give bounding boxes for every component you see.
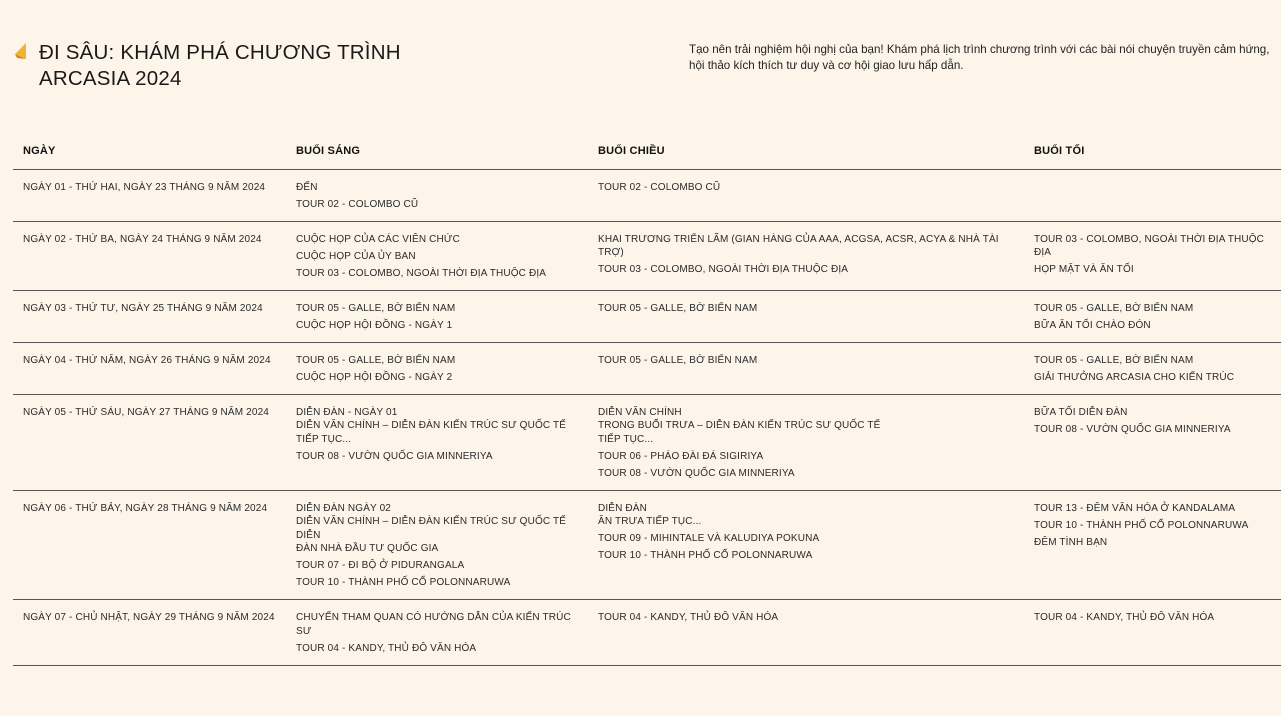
day-label: NGÀY 06 - THỨ BẢY, NGÀY 28 THÁNG 9 NĂM 2024: [23, 502, 268, 514]
schedule-entry: CUỘC HỌP HỘI ĐỒNG - NGÀY 1: [296, 319, 453, 331]
day-label: NGÀY 02 - THỨ BA, NGÀY 24 THÁNG 9 NĂM 2024: [23, 233, 262, 245]
schedule-entry: CUỘC HỌP CỦA ỦY BAN: [296, 250, 416, 262]
schedule-entry: TOUR 05 - GALLE, BỜ BIỂN NAM: [598, 302, 758, 314]
schedule-entry: TOUR 04 - KANDY, THỦ ĐÔ VĂN HÓA: [296, 642, 477, 654]
schedule-entry: TOUR 08 - VƯỜN QUỐC GIA MINNERIYA: [1034, 423, 1231, 435]
day-label: NGÀY 01 - THỨ HAI, NGÀY 23 THÁNG 9 NĂM 2024: [23, 181, 266, 193]
schedule-body: [13, 169, 1281, 665]
evening-cell: [1024, 600, 1281, 666]
schedule-entry: TOUR 03 - COLOMBO, NGOÀI THỜI ĐỊA THUỘC ĐỊA: [296, 267, 547, 279]
schedule-entry: TOUR 10 - THÀNH PHỐ CỔ POLONNARUWA: [1034, 519, 1249, 531]
schedule-entry: TOUR 05 - GALLE, BỜ BIỂN NAM: [1034, 354, 1194, 366]
schedule-entry: CUỘC HỌP HỘI ĐỒNG - NGÀY 2: [296, 371, 453, 383]
evening-cell: [1024, 169, 1281, 221]
schedule-entry: BỮA ĂN TỐI CHÀO ĐÓN: [1034, 319, 1151, 331]
day-label: NGÀY 04 - THỨ NĂM, NGÀY 26 THÁNG 9 NĂM 2024: [23, 354, 271, 366]
day-label: NGÀY 03 - THỨ TƯ, NGÀY 25 THÁNG 9 NĂM 2024: [23, 302, 263, 314]
schedule-entry: TOUR 07 - ĐI BỘ Ở PIDURANGALA: [296, 560, 465, 571]
evening-cell: [1024, 290, 1281, 342]
afternoon-cell: [588, 221, 1024, 290]
morning-cell: [286, 394, 588, 490]
schedule-entry: GIẢI THƯỞNG ARCASIA CHO KIẾN TRÚC: [1034, 371, 1235, 383]
afternoon-cell: [588, 342, 1024, 394]
schedule-entry: TOUR 05 - GALLE, BỜ BIỂN NAM: [296, 354, 456, 366]
day-cell: [13, 169, 286, 221]
evening-cell: [1024, 394, 1281, 490]
table-row: [13, 394, 1281, 490]
schedule-entry: DIỄN ĐÀN - NGÀY 01 DIỄN VĂN CHÍNH – DIỄN ĐÀN KIẾN TRÚC SƯ QUỐC TẾ TIẾP TỤC...: [296, 406, 567, 445]
morning-cell: [286, 221, 588, 290]
table-row: [13, 342, 1281, 394]
schedule-entry: TOUR 05 - GALLE, BỜ BIỂN NAM: [296, 302, 456, 314]
day-cell: [13, 490, 286, 600]
table-row: [13, 600, 1281, 666]
day-label: NGÀY 07 - CHỦ NHẬT, NGÀY 29 THÁNG 9 NĂM 2024: [23, 612, 275, 623]
column-header-day: NGÀY: [13, 138, 286, 169]
table-row: [13, 221, 1281, 290]
column-header-morning: BUỔI SÁNG: [286, 138, 588, 169]
schedule-entry: TOUR 10 - THÀNH PHỐ CỔ POLONNARUWA: [598, 550, 813, 561]
schedule-entry: ĐẾN: [296, 181, 318, 193]
table-row: [13, 490, 1281, 600]
afternoon-cell: [588, 290, 1024, 342]
table-row: [13, 169, 1281, 221]
intro-text: Tạo nên trải nghiệm hội nghị của bạn! Khám phá lịch trình chương trình với các bài nói chuyện truyền cảm hứng, hội thảo kích thích tư duy và cơ hội giao lưu hấp dẫn.: [689, 43, 1270, 72]
schedule-entry: TOUR 03 - COLOMBO, NGOÀI THỜI ĐỊA THUỘC ĐỊA: [1034, 233, 1265, 258]
schedule-entry: DIỄN ĐÀN NGÀY 02 DIỄN VĂN CHÍNH – DIỄN ĐÀN KIẾN TRÚC SƯ QUỐC TẾ DIỄN ĐÀN NHÀ ĐẦU TƯ QUỐC GIA: [296, 502, 567, 554]
afternoon-cell: [588, 394, 1024, 490]
schedule-entry: CHUYẾN THAM QUAN CÓ HƯỚNG DẪN CỦA KIẾN TRÚC SƯ: [296, 612, 571, 637]
day-cell: [13, 290, 286, 342]
table-header-row: [13, 138, 1281, 169]
schedule-entry: CUỘC HỌP CỦA CÁC VIÊN CHỨC: [296, 233, 460, 245]
triangle-marker-icon: [14, 43, 28, 61]
morning-cell: [286, 290, 588, 342]
schedule-entry: TOUR 08 - VƯỜN QUỐC GIA MINNERIYA: [598, 467, 795, 479]
page-header: [14, 40, 1274, 100]
schedule-entry: ĐÊM TÌNH BẠN: [1034, 536, 1108, 548]
page-title-line1: ĐI SÂU: KHÁM PHÁ CHƯƠNG TRÌNH: [39, 41, 401, 64]
schedule-entry: TOUR 04 - KANDY, THỦ ĐÔ VĂN HÓA: [1034, 612, 1215, 623]
afternoon-cell: [588, 490, 1024, 600]
page-title: [39, 40, 419, 92]
afternoon-cell: [588, 600, 1024, 666]
day-label: NGÀY 05 - THỨ SÁU, NGÀY 27 THÁNG 9 NĂM 2024: [23, 406, 270, 418]
schedule-entry: TOUR 03 - COLOMBO, NGOÀI THỜI ĐỊA THUỘC ĐỊA: [598, 264, 849, 275]
schedule-entry: KHAI TRƯƠNG TRIỂN LÃM (GIAN HÀNG CỦA AAA, ACGSA, ACSR, ACYA & NHÀ TÀI TRỢ): [598, 233, 999, 258]
evening-cell: [1024, 490, 1281, 600]
schedule-entry: TOUR 13 - ĐÊM VĂN HÓA Ở KANDALAMA: [1034, 502, 1236, 514]
table-row: [13, 290, 1281, 342]
evening-cell: [1024, 221, 1281, 290]
afternoon-cell: [588, 169, 1024, 221]
schedule-entry: TOUR 02 - COLOMBO CŨ: [296, 198, 419, 210]
day-cell: [13, 221, 286, 290]
schedule-entry: TOUR 05 - GALLE, BỜ BIỂN NAM: [598, 354, 758, 366]
schedule-entry: HỌP MẶT VÀ ĂN TỐI: [1034, 264, 1134, 275]
morning-cell: [286, 600, 588, 666]
column-header-evening: BUỔI TỐI: [1024, 138, 1281, 169]
schedule-table: [13, 138, 1281, 666]
morning-cell: [286, 169, 588, 221]
schedule-entry: TOUR 05 - GALLE, BỜ BIỂN NAM: [1034, 302, 1194, 314]
schedule-entry: TOUR 06 - PHÁO ĐÀI ĐÁ SIGIRIYA: [598, 450, 764, 462]
day-cell: [13, 342, 286, 394]
schedule-entry: TOUR 09 - MIHINTALE VÀ KALUDIYA POKUNA: [598, 533, 820, 544]
schedule-entry: TOUR 10 - THÀNH PHỐ CỔ POLONNARUWA: [296, 577, 511, 588]
column-header-afternoon: BUỔI CHIỀU: [588, 138, 1024, 169]
schedule-entry: BỮA TỐI DIỄN ĐÀN: [1034, 406, 1128, 418]
morning-cell: [286, 342, 588, 394]
morning-cell: [286, 490, 588, 600]
schedule-entry: DIỄN ĐÀN ĂN TRƯA TIẾP TỤC...: [598, 502, 702, 527]
schedule-entry: TOUR 08 - VƯỜN QUỐC GIA MINNERIYA: [296, 450, 493, 462]
schedule-entry: DIỄN VĂN CHÍNH TRONG BUỔI TRƯA – DIỄN ĐÀN KIẾN TRÚC SƯ QUỐC TẾ TIẾP TỤC...: [598, 406, 881, 445]
evening-cell: [1024, 342, 1281, 394]
day-cell: [13, 394, 286, 490]
day-cell: [13, 600, 286, 666]
schedule-entry: TOUR 04 - KANDY, THỦ ĐÔ VĂN HÓA: [598, 612, 779, 623]
schedule-entry: TOUR 02 - COLOMBO CŨ: [598, 181, 721, 193]
page-title-line2: ARCASIA 2024: [39, 67, 182, 90]
